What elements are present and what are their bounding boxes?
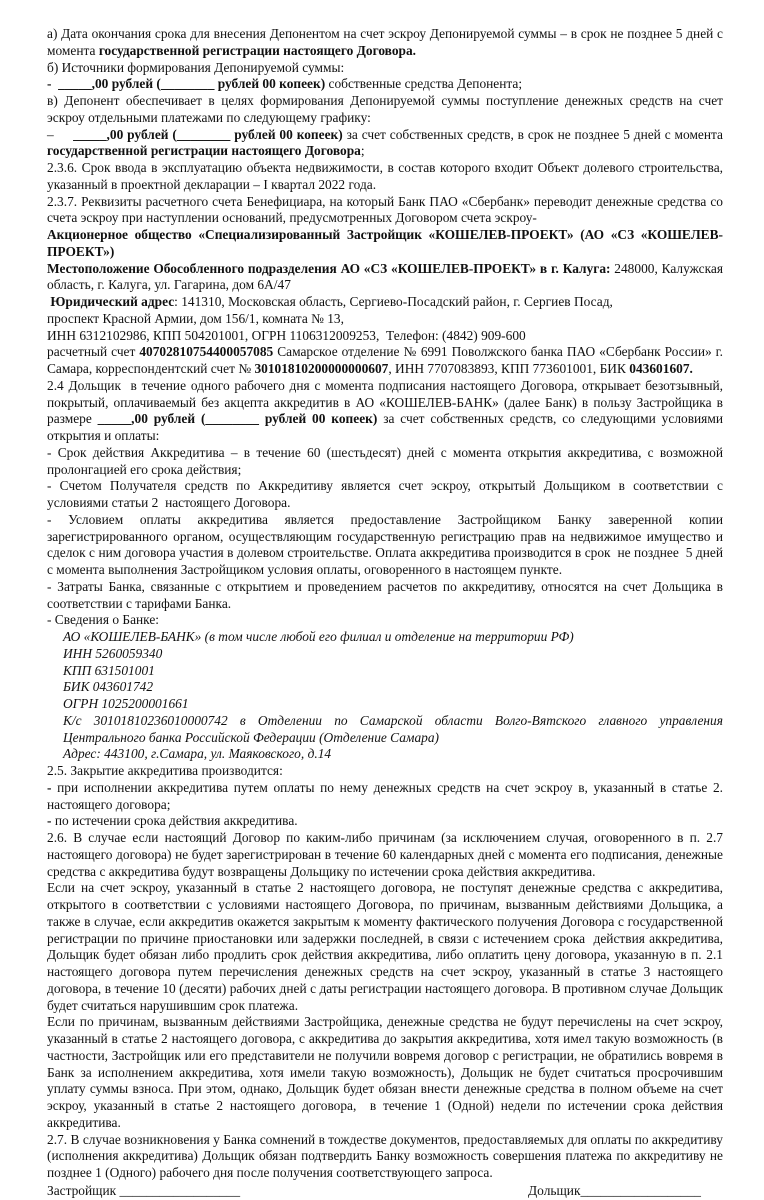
text: Если по причинам, вызванным действиями Застройщика, денежные средства не будут перечислены на счет эскроу, указанный в статье 2 настоящего договора, с аккредитива до закрытия аккредитива, хотя имел такую возможность (в частности, Застройщик или его представители не получили вовремя договор с регистрации, не обратились вовремя в Банк за исполнением аккредитива, хотя имели такую возможность), Дольщик не будет считаться просрочившим уплату суммы взноса. При этом, однако, Дольщик будет обязан внести денежные средства в полном объеме на счет эскроу, указанный в статье 2 настоящего договора, в течение 1 (Одной) недели по истечении срока действия аккредитива. [47,1014,727,1130]
text: КПП 631501001 [63,662,155,678]
text: в) Депонент обеспечивает в целях формирования Депонируемой суммы поступление денежных средств на счет эскроу отдельными платежами по следующему графику: [47,93,727,125]
paragraph [47,76,723,93]
paragraph [47,193,727,228]
bold-text: Юридический адрес [50,294,175,309]
developer-signature-line: Застройщик __________________ [47,1182,241,1198]
signature-row [47,1183,723,1200]
text: 2.6. В случае если настоящий Договор по каким-либо причинам (за исключением случая, оговоренного в п. 2.7 настоящего договора) не будет зарегистрирован в течение 60 календарных дней с момента его подписания, денежные средства с аккредитива будут возвращены Дольщику по истечении срока действия аккредитива. [47,830,727,879]
paragraph [47,813,723,830]
text: собственные средства Депонента; [325,76,523,92]
paragraph [47,260,727,295]
bold-text: _____,00 рублей (________ рублей 00 копеек) [73,126,343,142]
bold-text: 30101810200000000607 [254,361,389,376]
paragraph [47,511,727,579]
text: Адрес: 443100, г.Самара, ул. Маяковского, д.14 [63,746,332,762]
paragraph [47,478,727,512]
paragraph [47,612,723,629]
text: 2.3.7. Реквизиты расчетного счета Бенефициара, на который Банк ПАО «Сбербанк» переводит денежные средства со счета эскроу при наступлении оснований, предусмотренных Договором счета эскроу- [47,193,727,226]
text: : 141310, Московская область, Сергиево-Посадский район, г. Сергиев Посад, [174,294,613,309]
text: расчетный счет [47,344,140,360]
text: - Условием оплаты аккредитива является предоставление Застройщиком Банку заверенной копии зарегистрированного органом, осуществляющим государственную регистрацию прав на недвижимое имущество и сделок с ним договора участия в долевом строительстве. Оплата аккредитива производится в срок не позднее 5 дней с момента выполнения Застройщиком условия оплаты, оговоренного в настоящем пункте. [47,511,727,577]
document-page [47,26,727,1200]
text: по истечении срока действия аккредитива. [54,813,298,829]
paragraph [47,294,723,311]
paragraph [47,779,727,814]
bank-details-line [47,679,723,696]
bank-details-line [47,712,727,747]
text: , ИНН 7707083893, КПП 773601001, БИК [388,361,630,376]
text: Если на счет эскроу, указанный в статье 2 настоящего договора, не поступят денежные средства с аккредитива, открытого в соответствии с условиями настоящего Договора, по причинам, вызванным действиями Дольщика, а также в случае, если аккредитив окажется закрытым к моменту фактического получения Договора с государственной регистрации по причине приостановки или задержки последней, в связи с истечением срока действия аккредитива, Дольщик будет обязан либо продлить срок действия аккредитива, либо оплатить цену договора, указанную в п. 2.1 настоящего договора путем перечисления денежных средств на счет эскроу, указанный в статье 3 настоящего договора, в течение 10 (десяти) рабочих дней с даты регистрации настоящего договора. В противном случае Дольщик будет считаться нарушившим срок платежа. [47,880,727,1013]
text: 248000, Калужская область, г. Калуга, ул. Гагарина, дом 6А/47 [47,260,727,293]
paragraph [47,763,723,780]
bank-details-line [47,696,723,713]
text: БИК 043601742 [63,679,154,695]
text: - Сведения о Банке: [47,612,160,628]
paragraph [47,311,723,328]
text: - Затраты Банка, связанные с открытием и проведением расчетов по аккредитиву, относятся на счет Дольщика в соответствии с тарифами Банка. [47,578,727,611]
paragraph [47,1014,727,1131]
paragraph [47,578,727,613]
text: – [47,126,74,142]
paragraph [47,1131,727,1182]
bold-text: 043601607. [629,361,693,376]
paragraph [47,126,727,161]
paragraph [47,328,723,345]
text: за счет собственных средств, в срок не позднее 5 дней с момента [342,126,727,142]
text: ОГРН 1025200001661 [63,696,189,711]
text: Самарское отделение № 6991 Поволжского банка ПАО «Сбербанк России» г. Самара, корреспондентский счет № [47,344,727,376]
text: ИНН 6312102986, КПП 504201001, ОГРН 1106312009253, Телефон: (4842) 909-600 [47,327,526,343]
bank-details-line [47,663,723,680]
bold-text: - [47,813,55,829]
text: АО «КОШЕЛЕВ-БАНК» (в том числе любой его филиал и отделение на территории РФ) [63,629,574,644]
paragraph [47,160,727,194]
paragraph [47,444,727,479]
text: при исполнении аккредитива путем оплаты по нему денежных средств на счет эскроу в, указанный в статье 2. настоящего договора; [47,779,727,812]
bold-text: Акционерное общество «Специализированный Застройщик «КОШЕЛЕВ-ПРОЕКТ» (АО «СЗ «КОШЕЛЕВ-ПРОЕКТ») [47,227,723,259]
bold-text: государственной регистрации настоящего Договора. [98,42,417,58]
text: К/с 30101810236010000742 [63,712,240,728]
paragraph [47,880,727,1014]
paragraph [47,26,727,60]
bank-details-line [47,646,723,663]
paragraph [47,344,727,378]
text: 2.3.6. Срок ввода в эксплуатацию объекта недвижимости, в состав которого входит Объект долевого строительства, указанный в проектной декларации – I квартал 2022 года. [47,160,727,192]
text: - Срок действия Аккредитива – в течение 60 (шестьдесят) дней с момента открытия аккредитива, с возможной пролонгацией его срока действия; [47,444,727,477]
paragraph [47,377,727,445]
text: 2.5. Закрытие аккредитива производится: [47,763,283,778]
paragraph [47,93,727,127]
text: ИНН 5260059340 [63,645,163,661]
text: ; [360,143,365,159]
text: в Отделении по Самарской области Волго-Вятского главного управления Центрального банка Российской Федерации (Отделение Самара) [63,712,727,745]
text: а) Дата окончания срока для внесения Депонентом на счет эскроу Депонируемой суммы – в срок не позднее 5 дней с момента [47,26,727,58]
bold-text: - [47,76,59,92]
text: 2.7. В случае возникновения у Банка сомнений в тождестве документов, предоставляемых для оплаты по аккредитиву (исполнения аккредитива) Дольщик обязан подтвердить Банку возможность совершения платежа по аккредитиву не позднее 1 (Одного) рабочего дня после получения соответствующего запроса. [47,1131,727,1180]
bold-text: _____,00 рублей (________ рублей 00 копеек) [58,76,326,92]
text: за счет собственных средств, со следующими условиями открытия и оплаты: [47,411,727,443]
shareholder-signature-line: Дольщик__________________ [528,1182,701,1198]
text: - Счетом Получателя средств по Аккредитиву является счет эскроу, открытый Дольщиком в соответствии с условиями статьи 2 настоящего Договора. [47,478,727,510]
bold-text: 40702810754400057085 [139,344,274,360]
bold-text: Местоположение Обособленного подразделения АО «СЗ «КОШЕЛЕВ-ПРОЕКТ» в г. Калуга: [47,260,611,276]
paragraph [47,830,727,880]
text: проспект Красной Армии, дом 156/1, комната № 13, [47,310,344,326]
bold-text: _____,00 рублей (________ рублей 00 копеек) [97,411,378,427]
bold-text: государственной регистрации настоящего Договора [47,143,361,159]
document-body [47,26,727,1182]
bank-details-line [47,746,723,763]
bold-text: - [47,779,58,795]
paragraph [47,227,723,261]
text: 2.4 Дольщик в течение одного рабочего дня с момента подписания настоящего Договора, открывает безотзывный, покрытый, оплачиваемый без акцепта аккредитив в АО «КОШЕЛЕВ-БАНК» (далее Банк) в пользу Застройщика в размере [47,377,727,427]
bank-details-line [47,629,723,646]
paragraph [47,60,723,77]
text: б) Источники формирования Депонируемой суммы: [47,59,345,75]
